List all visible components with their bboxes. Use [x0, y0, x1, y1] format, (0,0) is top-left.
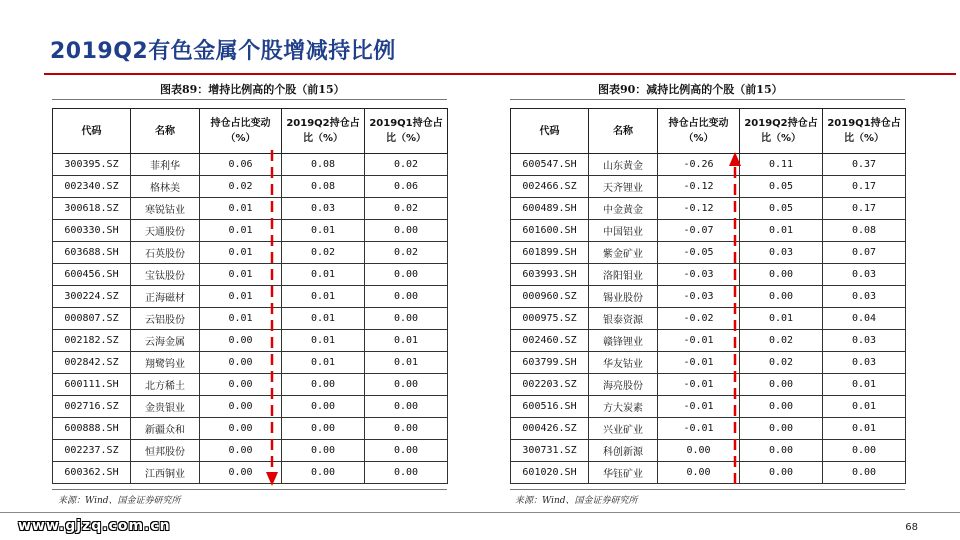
table-cell: 0.01	[200, 242, 282, 264]
table-row	[511, 198, 906, 220]
table-row	[53, 352, 448, 374]
table-cell: 000807.SZ	[53, 308, 131, 330]
table-cell: 600330.SH	[53, 220, 131, 242]
table-cell: 600547.SH	[511, 154, 589, 176]
table-cell: 赣锋锂业	[589, 330, 658, 352]
table-cell: -0.01	[658, 418, 740, 440]
table-cell: 300224.SZ	[53, 286, 131, 308]
left-source-divider	[52, 489, 447, 490]
table-cell: 0.00	[365, 308, 448, 330]
table-cell: -0.03	[658, 286, 740, 308]
table-cell: 002842.SZ	[53, 352, 131, 374]
table-cell: 0.00	[740, 418, 823, 440]
column-header: 持仓占比变动（%）	[658, 109, 740, 154]
table-cell: 华友钴业	[589, 352, 658, 374]
left-caption-divider	[52, 99, 447, 100]
table-row	[53, 242, 448, 264]
table-cell: 菲利华	[131, 154, 200, 176]
table-cell: 0.03	[823, 286, 906, 308]
table-row	[511, 176, 906, 198]
table-cell: -0.02	[658, 308, 740, 330]
table-cell: 科创新源	[589, 440, 658, 462]
table-cell: 601600.SH	[511, 220, 589, 242]
table-cell: 0.00	[365, 418, 448, 440]
table-cell: 0.00	[365, 396, 448, 418]
table-cell: 兴业矿业	[589, 418, 658, 440]
table-cell: 002460.SZ	[511, 330, 589, 352]
table-row	[511, 330, 906, 352]
table-row	[53, 418, 448, 440]
table-cell: 0.00	[365, 374, 448, 396]
table-cell: 新疆众和	[131, 418, 200, 440]
table-cell: 0.05	[740, 198, 823, 220]
table-row	[53, 198, 448, 220]
table-cell: 山东黄金	[589, 154, 658, 176]
table-cell: 0.00	[740, 264, 823, 286]
table-cell: 江西铜业	[131, 462, 200, 484]
table-cell: 0.00	[200, 440, 282, 462]
table-cell: 600888.SH	[53, 418, 131, 440]
left-table-caption: 图表89：增持比例高的个股（前15）	[160, 83, 345, 96]
table-cell: 0.00	[365, 264, 448, 286]
table-cell: 0.00	[282, 396, 365, 418]
table-cell: 寒锐钴业	[131, 198, 200, 220]
table-cell: 银泰资源	[589, 308, 658, 330]
table-cell: 0.00	[365, 440, 448, 462]
table-cell: 洛阳钼业	[589, 264, 658, 286]
table-row	[53, 154, 448, 176]
table-cell: 0.06	[365, 176, 448, 198]
table-cell: 0.00	[200, 418, 282, 440]
footer-divider	[0, 512, 960, 513]
table-cell: 云铝股份	[131, 308, 200, 330]
table-cell: 0.08	[282, 176, 365, 198]
table-row	[53, 396, 448, 418]
table-cell: 方大炭素	[589, 396, 658, 418]
table-row	[511, 396, 906, 418]
table-cell: 0.00	[740, 396, 823, 418]
column-header: 名称	[131, 109, 200, 154]
table-cell: 0.00	[200, 330, 282, 352]
table-cell: 000426.SZ	[511, 418, 589, 440]
table-cell: 002203.SZ	[511, 374, 589, 396]
site-url: www.gjzq.com.cn	[18, 518, 171, 534]
table-cell: 0.00	[282, 374, 365, 396]
table-cell: 603799.SH	[511, 352, 589, 374]
table-cell: 0.17	[823, 176, 906, 198]
table-cell: 0.02	[365, 154, 448, 176]
column-header: 代码	[511, 109, 589, 154]
table-header-row	[511, 109, 906, 154]
table-cell: 0.01	[823, 374, 906, 396]
table-cell: 0.01	[823, 418, 906, 440]
table-cell: 0.00	[282, 418, 365, 440]
table-cell: 0.00	[200, 462, 282, 484]
column-header: 名称	[589, 109, 658, 154]
column-header: 2019Q2持仓占比（%）	[282, 109, 365, 154]
table-cell: 海亮股份	[589, 374, 658, 396]
table-cell: 0.37	[823, 154, 906, 176]
table-cell: 正海磁材	[131, 286, 200, 308]
title-divider	[44, 73, 956, 75]
table-row	[53, 264, 448, 286]
table-cell: 紫金矿业	[589, 242, 658, 264]
table-row	[511, 264, 906, 286]
table-cell: 0.04	[823, 308, 906, 330]
table-cell: 0.00	[740, 462, 823, 484]
table-cell: 格林美	[131, 176, 200, 198]
table-cell: 0.17	[823, 198, 906, 220]
table-cell: 000960.SZ	[511, 286, 589, 308]
table-cell: 600516.SH	[511, 396, 589, 418]
table-cell: 0.00	[365, 220, 448, 242]
table-cell: 002466.SZ	[511, 176, 589, 198]
table-cell: 华钰矿业	[589, 462, 658, 484]
table-cell: 0.01	[200, 308, 282, 330]
table-row	[511, 352, 906, 374]
table-cell: 600111.SH	[53, 374, 131, 396]
table-row	[53, 176, 448, 198]
table-cell: 中国铝业	[589, 220, 658, 242]
table-cell: 0.01	[740, 220, 823, 242]
table-cell: 云海金属	[131, 330, 200, 352]
table-cell: 002340.SZ	[53, 176, 131, 198]
table-cell: 0.00	[658, 440, 740, 462]
table-cell: 0.01	[200, 220, 282, 242]
table-cell: 0.02	[740, 330, 823, 352]
table-row	[53, 330, 448, 352]
table-cell: 0.07	[823, 242, 906, 264]
table-cell: 0.02	[282, 242, 365, 264]
table-row	[511, 220, 906, 242]
right-caption-divider	[510, 99, 905, 100]
table-cell: 002237.SZ	[53, 440, 131, 462]
table-cell: 0.01	[282, 330, 365, 352]
table-cell: 0.01	[823, 396, 906, 418]
table-cell: 天齐锂业	[589, 176, 658, 198]
page-number: 68	[905, 522, 918, 533]
table-cell: 0.00	[282, 440, 365, 462]
table-cell: -0.01	[658, 396, 740, 418]
table-cell: 宝钛股份	[131, 264, 200, 286]
table-cell: 000975.SZ	[511, 308, 589, 330]
table-cell: 0.00	[365, 462, 448, 484]
table-row	[511, 286, 906, 308]
table-row	[53, 286, 448, 308]
right-table-caption: 图表90：减持比例高的个股（前15）	[598, 83, 783, 96]
column-header: 代码	[53, 109, 131, 154]
table-cell: 0.01	[282, 264, 365, 286]
table-cell: 601020.SH	[511, 462, 589, 484]
table-cell: 0.08	[823, 220, 906, 242]
left-source-note: 来源：Wind、国金证券研究所	[58, 496, 181, 506]
table-cell: 0.02	[740, 352, 823, 374]
table-row	[53, 440, 448, 462]
column-header: 2019Q1持仓占比（%）	[365, 109, 448, 154]
table-row	[53, 462, 448, 484]
column-header: 2019Q1持仓占比（%）	[823, 109, 906, 154]
table-row	[53, 220, 448, 242]
table-row	[511, 440, 906, 462]
table-cell: 0.00	[740, 286, 823, 308]
column-header: 持仓占比变动（%）	[200, 109, 282, 154]
table-cell: -0.12	[658, 198, 740, 220]
table-cell: 0.01	[365, 352, 448, 374]
table-cell: 0.01	[200, 198, 282, 220]
increase-trend-arrow	[262, 150, 282, 490]
table-cell: 金贵银业	[131, 396, 200, 418]
table-cell: 0.11	[740, 154, 823, 176]
table-cell: 0.03	[823, 352, 906, 374]
table-cell: 002182.SZ	[53, 330, 131, 352]
table-row	[511, 374, 906, 396]
table-cell: 0.01	[282, 220, 365, 242]
table-row	[511, 462, 906, 484]
table-cell: 603993.SH	[511, 264, 589, 286]
table-cell: 0.00	[740, 374, 823, 396]
table-cell: 0.02	[365, 198, 448, 220]
table-row	[511, 242, 906, 264]
table-cell: 0.03	[823, 330, 906, 352]
table-cell: 0.00	[365, 286, 448, 308]
table-row	[511, 308, 906, 330]
table-cell: 0.05	[740, 176, 823, 198]
table-cell: 0.00	[823, 440, 906, 462]
table-cell: 中金黄金	[589, 198, 658, 220]
table-cell: 0.00	[823, 462, 906, 484]
table-cell: -0.07	[658, 220, 740, 242]
table-cell: -0.26	[658, 154, 740, 176]
table-cell: 0.01	[282, 286, 365, 308]
increase-holdings-table	[52, 108, 448, 484]
table-cell: 600489.SH	[511, 198, 589, 220]
table-cell: -0.03	[658, 264, 740, 286]
table-cell: 翔鹭钨业	[131, 352, 200, 374]
right-source-divider	[510, 489, 905, 490]
table-cell: 0.03	[282, 198, 365, 220]
table-cell: 石英股份	[131, 242, 200, 264]
table-cell: 0.08	[282, 154, 365, 176]
table-cell: 0.01	[200, 264, 282, 286]
table-cell: 0.02	[365, 242, 448, 264]
table-cell: 300618.SZ	[53, 198, 131, 220]
table-cell: 002716.SZ	[53, 396, 131, 418]
table-cell: 0.03	[740, 242, 823, 264]
page-title: 2019Q2有色金属个股增减持比例	[50, 39, 396, 64]
table-cell: 603688.SH	[53, 242, 131, 264]
table-cell: -0.01	[658, 352, 740, 374]
table-cell: 0.01	[282, 352, 365, 374]
table-cell: -0.12	[658, 176, 740, 198]
table-cell: 天通股份	[131, 220, 200, 242]
table-cell: 600456.SH	[53, 264, 131, 286]
table-cell: 锡业股份	[589, 286, 658, 308]
decrease-trend-arrow	[725, 150, 745, 490]
table-cell: 600362.SH	[53, 462, 131, 484]
table-cell: 601899.SH	[511, 242, 589, 264]
table-cell: 0.03	[823, 264, 906, 286]
table-row	[53, 308, 448, 330]
table-cell: -0.05	[658, 242, 740, 264]
table-row	[511, 154, 906, 176]
table-cell: 0.00	[200, 374, 282, 396]
table-cell: 0.01	[740, 308, 823, 330]
column-header: 2019Q2持仓占比（%）	[740, 109, 823, 154]
table-cell: 0.01	[365, 330, 448, 352]
table-cell: -0.01	[658, 374, 740, 396]
table-header-row	[53, 109, 448, 154]
right-source-note: 来源：Wind、国金证券研究所	[515, 496, 638, 506]
table-cell: 恒邦股份	[131, 440, 200, 462]
table-cell: 0.06	[200, 154, 282, 176]
decrease-holdings-table	[510, 108, 906, 484]
table-cell: 0.02	[200, 176, 282, 198]
table-cell: 0.00	[658, 462, 740, 484]
table-cell: 300395.SZ	[53, 154, 131, 176]
table-cell: 0.00	[740, 440, 823, 462]
table-cell: 北方稀土	[131, 374, 200, 396]
table-cell: 0.00	[200, 352, 282, 374]
table-cell: 0.01	[200, 286, 282, 308]
table-cell: 0.00	[282, 462, 365, 484]
table-cell: 0.01	[282, 308, 365, 330]
table-cell: 0.00	[200, 396, 282, 418]
table-cell: -0.01	[658, 330, 740, 352]
table-cell: 300731.SZ	[511, 440, 589, 462]
table-row	[511, 418, 906, 440]
table-row	[53, 374, 448, 396]
